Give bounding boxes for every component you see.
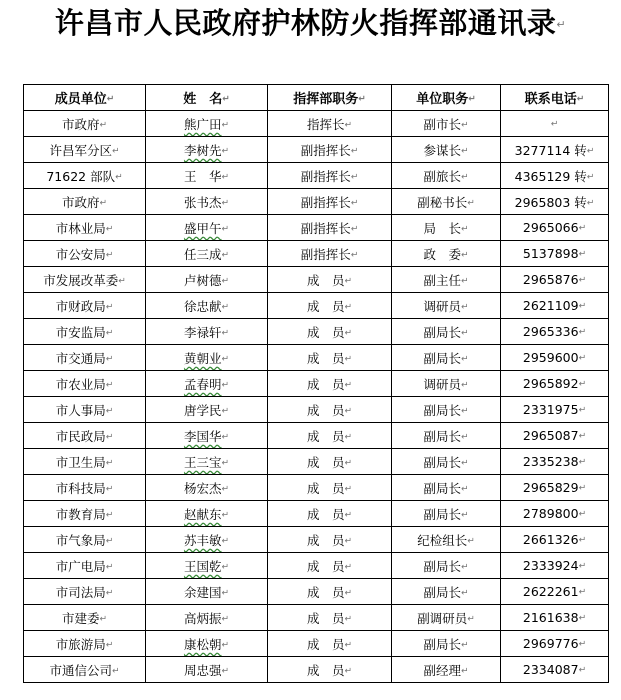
table-row: [24, 527, 609, 553]
paragraph-mark-icon: ↵: [350, 250, 359, 260]
cell-cmd: 副指挥长↵: [268, 189, 392, 215]
table-row: [24, 293, 609, 319]
cell-name: 徐忠献↵: [146, 293, 268, 319]
cell-phone: 2965892↵: [501, 371, 609, 397]
paragraph-mark-icon: ↵: [105, 640, 114, 650]
cell-unit: 市民政局↵: [24, 423, 146, 449]
cell-cmd: 副指挥长↵: [268, 163, 392, 189]
paragraph-mark-icon: ↵: [105, 432, 114, 442]
paragraph-mark-icon: ↵: [106, 94, 115, 105]
paragraph-mark-icon: ↵: [460, 328, 469, 338]
paragraph-mark-icon: ↵: [221, 198, 230, 208]
table-row: [24, 215, 609, 241]
paragraph-mark-icon: ↵: [105, 380, 114, 390]
paragraph-mark-icon: ↵: [460, 276, 469, 286]
paragraph-mark-icon: ↵: [578, 509, 587, 520]
cell-cmd: 成 员↵: [268, 345, 392, 371]
cell-name: 苏丰敏↵: [146, 527, 268, 553]
cell-name: 唐学民↵: [146, 397, 268, 423]
cell-name: 周忠强↵: [146, 657, 268, 683]
cell-phone: 2331975↵: [501, 397, 609, 423]
cell-post: 调研员↵: [392, 371, 501, 397]
paragraph-mark-icon: ↵: [105, 484, 114, 494]
header-unit-post: 单位职务↵: [392, 85, 501, 111]
cell-cmd: 成 员↵: [268, 553, 392, 579]
cell-phone: 2965876↵: [501, 267, 609, 293]
cell-phone: [501, 111, 609, 137]
cell-unit: 市通信公司↵: [24, 657, 146, 683]
table-row: [24, 189, 609, 215]
cell-unit: 市气象局↵: [24, 527, 146, 553]
paragraph-mark-icon: ↵: [344, 484, 353, 494]
cell-unit: 市政府↵: [24, 111, 146, 137]
paragraph-mark-icon: ↵: [586, 198, 595, 208]
paragraph-mark-icon: ↵: [105, 250, 114, 260]
paragraph-mark-icon: ↵: [221, 328, 230, 338]
table-row: [24, 319, 609, 345]
paragraph-mark-icon: ↵: [578, 483, 587, 494]
paragraph-mark-icon: ↵: [344, 510, 353, 520]
cell-unit: 市卫生局↵: [24, 449, 146, 475]
paragraph-mark-icon: ↵: [221, 458, 230, 468]
table-row: [24, 397, 609, 423]
paragraph-mark-icon: ↵: [221, 536, 230, 546]
cell-name: 赵献东↵: [146, 501, 268, 527]
cell-phone: 5137898↵: [501, 241, 609, 267]
table-row: [24, 163, 609, 189]
paragraph-mark-icon: ↵: [105, 510, 114, 520]
paragraph-mark-icon: ↵: [578, 379, 587, 390]
cell-phone: 2161638↵: [501, 605, 609, 631]
cell-post: 副市长↵: [392, 111, 501, 137]
paragraph-mark-icon: ↵: [460, 302, 469, 312]
cell-unit: 市发展改革委↵: [24, 267, 146, 293]
table-row: [24, 241, 609, 267]
table-row: [24, 605, 609, 631]
paragraph-mark-icon: ↵: [578, 587, 587, 598]
paragraph-mark-icon: ↵: [358, 94, 366, 105]
paragraph-mark-icon: ↵: [118, 276, 126, 286]
paragraph-mark-icon: ↵: [221, 406, 230, 416]
paragraph-mark-icon: ↵: [460, 380, 469, 390]
paragraph-mark-icon: ↵: [578, 275, 587, 286]
paragraph-mark-icon: ↵: [99, 614, 108, 624]
page-title-text: 许昌市人民政府护林防火指挥部通讯录: [54, 6, 557, 40]
cell-name: 李国华↵: [146, 423, 268, 449]
header-name: 姓 名↵: [146, 85, 268, 111]
header-command-role: 指挥部职务↵: [268, 85, 392, 111]
paragraph-mark-icon: ↵: [221, 380, 230, 390]
cell-cmd: 成 员↵: [268, 293, 392, 319]
paragraph-mark-icon: ↵: [105, 302, 114, 312]
paragraph-mark-icon: ↵: [111, 666, 120, 676]
cell-post: 副经理↵: [392, 657, 501, 683]
cell-cmd: 成 员↵: [268, 475, 392, 501]
cell-post: 副局长↵: [392, 319, 501, 345]
cell-post: 副局长↵: [392, 449, 501, 475]
cell-post: 副局长↵: [392, 475, 501, 501]
cell-post: 副局长↵: [392, 579, 501, 605]
paragraph-mark-icon: ↵: [344, 432, 353, 442]
paragraph-mark-icon: ↵: [221, 172, 230, 182]
cell-unit: 市司法局↵: [24, 579, 146, 605]
cell-phone: 2661326↵: [501, 527, 609, 553]
cell-name: 盛甲午↵: [146, 215, 268, 241]
cell-unit: 市安监局↵: [24, 319, 146, 345]
cell-name: 王 华↵: [146, 163, 268, 189]
paragraph-mark-icon: ↵: [460, 146, 469, 156]
cell-unit: 市政府↵: [24, 189, 146, 215]
paragraph-mark-icon: ↵: [460, 432, 469, 442]
cell-name: 王三宝↵: [146, 449, 268, 475]
paragraph-mark-icon: ↵: [350, 198, 359, 208]
paragraph-mark-icon: ↵: [586, 146, 595, 156]
paragraph-mark-icon: ↵: [344, 666, 353, 676]
paragraph-mark-icon: ↵: [111, 146, 120, 156]
cell-name: 李树先↵: [146, 137, 268, 163]
paragraph-mark-icon: ↵: [460, 224, 469, 234]
paragraph-mark-icon: ↵: [576, 94, 585, 105]
paragraph-mark-icon: ↵: [221, 146, 230, 156]
cell-phone: 2622261↵: [501, 579, 609, 605]
cell-cmd: 成 员↵: [268, 319, 392, 345]
cell-cmd: 成 员↵: [268, 371, 392, 397]
cell-name: 余建国↵: [146, 579, 268, 605]
cell-unit: 71622 部队↵: [24, 163, 146, 189]
paragraph-mark-icon: ↵: [344, 614, 353, 624]
cell-unit: 市科技局↵: [24, 475, 146, 501]
cell-name: 黄朝业↵: [146, 345, 268, 371]
paragraph-mark-icon: ↵: [344, 588, 353, 598]
cell-cmd: 副指挥长↵: [268, 241, 392, 267]
paragraph-mark-icon: ↵: [105, 328, 114, 338]
cell-phone: 2959600↵: [501, 345, 609, 371]
table-row: [24, 501, 609, 527]
cell-cmd: 成 员↵: [268, 631, 392, 657]
cell-post: 副局长↵: [392, 631, 501, 657]
table-row: [24, 423, 609, 449]
paragraph-mark-icon: ↵: [344, 640, 353, 650]
paragraph-mark-icon: ↵: [460, 458, 469, 468]
cell-name: 王国乾↵: [146, 553, 268, 579]
cell-cmd: 成 员↵: [268, 501, 392, 527]
paragraph-mark-icon: ↵: [468, 94, 476, 105]
cell-post: 副秘书长↵: [392, 189, 501, 215]
paragraph-mark-icon: ↵: [221, 224, 230, 234]
paragraph-mark-icon: ↵: [350, 172, 359, 182]
table-row: [24, 345, 609, 371]
header-phone: 联系电话↵: [501, 85, 609, 111]
cell-phone: 2335238↵: [501, 449, 609, 475]
cell-name: 孟春明↵: [146, 371, 268, 397]
paragraph-mark-icon: ↵: [350, 146, 359, 156]
paragraph-mark-icon: ↵: [578, 431, 587, 442]
cell-phone: 2965087↵: [501, 423, 609, 449]
cell-name: 熊广田↵: [146, 111, 268, 137]
cell-name: 康松朝↵: [146, 631, 268, 657]
cell-unit: 市林业局↵: [24, 215, 146, 241]
paragraph-mark-icon: ↵: [578, 613, 587, 624]
cell-post: 调研员↵: [392, 293, 501, 319]
paragraph-mark-icon: ↵: [578, 457, 587, 468]
paragraph-mark-icon: ↵: [460, 250, 469, 260]
table-row: [24, 553, 609, 579]
paragraph-mark-icon: ↵: [344, 302, 353, 312]
cell-cmd: 副指挥长↵: [268, 137, 392, 163]
table-row: [24, 111, 609, 137]
paragraph-mark-icon: ↵: [344, 328, 353, 338]
cell-name: 张书杰↵: [146, 189, 268, 215]
paragraph-mark-icon: ↵: [221, 250, 230, 260]
cell-post: 纪检组长↵: [392, 527, 501, 553]
cell-unit: 市教育局↵: [24, 501, 146, 527]
paragraph-mark-icon: ↵: [221, 120, 230, 130]
cell-post: 副主任↵: [392, 267, 501, 293]
cell-phone: 2621109↵: [501, 293, 609, 319]
cell-post: 副局长↵: [392, 345, 501, 371]
paragraph-mark-icon: ↵: [221, 666, 230, 676]
paragraph-mark-icon: ↵: [556, 18, 567, 31]
paragraph-mark-icon: ↵: [460, 640, 469, 650]
cell-unit: 市农业局↵: [24, 371, 146, 397]
table-row: [24, 449, 609, 475]
table-header-row: [24, 85, 609, 111]
paragraph-mark-icon: ↵: [578, 665, 587, 676]
paragraph-mark-icon: ↵: [221, 302, 230, 312]
paragraph-mark-icon: ↵: [221, 614, 230, 624]
cell-post: 副局长↵: [392, 501, 501, 527]
paragraph-mark-icon: ↵: [550, 119, 559, 130]
paragraph-mark-icon: ↵: [344, 380, 353, 390]
paragraph-mark-icon: ↵: [105, 536, 114, 546]
cell-name: 李禄轩↵: [146, 319, 268, 345]
paragraph-mark-icon: ↵: [344, 354, 353, 364]
paragraph-mark-icon: ↵: [344, 406, 353, 416]
paragraph-mark-icon: ↵: [467, 614, 475, 624]
table-row: [24, 657, 609, 683]
cell-unit: 市广电局↵: [24, 553, 146, 579]
paragraph-mark-icon: ↵: [578, 639, 587, 650]
cell-name: 卢树德↵: [146, 267, 268, 293]
paragraph-mark-icon: ↵: [460, 120, 469, 130]
cell-unit: 市建委↵: [24, 605, 146, 631]
cell-name: 任三成↵: [146, 241, 268, 267]
paragraph-mark-icon: ↵: [115, 172, 123, 182]
paragraph-mark-icon: ↵: [460, 406, 469, 416]
paragraph-mark-icon: ↵: [105, 354, 114, 364]
paragraph-mark-icon: ↵: [221, 354, 230, 364]
paragraph-mark-icon: ↵: [578, 223, 587, 234]
cell-name: 高炳振↵: [146, 605, 268, 631]
paragraph-mark-icon: ↵: [467, 536, 475, 546]
cell-cmd: 成 员↵: [268, 657, 392, 683]
cell-phone: 4365129 转↵: [501, 163, 609, 189]
cell-post: 副局长↵: [392, 553, 501, 579]
paragraph-mark-icon: ↵: [578, 301, 587, 312]
cell-unit: 市人事局↵: [24, 397, 146, 423]
page-title: [0, 4, 621, 44]
paragraph-mark-icon: ↵: [222, 94, 230, 105]
cell-post: 局 长↵: [392, 215, 501, 241]
paragraph-mark-icon: ↵: [221, 432, 230, 442]
paragraph-mark-icon: ↵: [221, 510, 230, 520]
paragraph-mark-icon: ↵: [99, 198, 108, 208]
paragraph-mark-icon: ↵: [578, 535, 587, 546]
paragraph-mark-icon: ↵: [344, 458, 353, 468]
cell-cmd: 成 员↵: [268, 527, 392, 553]
cell-unit: 市财政局↵: [24, 293, 146, 319]
paragraph-mark-icon: ↵: [221, 276, 230, 286]
paragraph-mark-icon: ↵: [221, 588, 230, 598]
paragraph-mark-icon: ↵: [221, 562, 230, 572]
paragraph-mark-icon: ↵: [460, 666, 469, 676]
paragraph-mark-icon: ↵: [460, 562, 469, 572]
paragraph-mark-icon: ↵: [467, 198, 475, 208]
cell-phone: 2965803 转↵: [501, 189, 609, 215]
table-row: [24, 475, 609, 501]
header-unit: 成员单位↵: [24, 85, 146, 111]
paragraph-mark-icon: ↵: [344, 562, 353, 572]
cell-phone: 3277114 转↵: [501, 137, 609, 163]
paragraph-mark-icon: ↵: [105, 458, 114, 468]
table-row: [24, 579, 609, 605]
paragraph-mark-icon: ↵: [578, 249, 587, 260]
contact-table: [23, 84, 609, 683]
cell-phone: 2965066↵: [501, 215, 609, 241]
paragraph-mark-icon: ↵: [105, 588, 114, 598]
cell-cmd: 成 员↵: [268, 397, 392, 423]
paragraph-mark-icon: ↵: [105, 224, 114, 234]
cell-post: 副局长↵: [392, 397, 501, 423]
cell-phone: 2965829↵: [501, 475, 609, 501]
table-row: [24, 371, 609, 397]
cell-phone: 2334087↵: [501, 657, 609, 683]
cell-cmd: 成 员↵: [268, 423, 392, 449]
cell-cmd: 成 员↵: [268, 605, 392, 631]
cell-post: 副旅长↵: [392, 163, 501, 189]
cell-phone: 2333924↵: [501, 553, 609, 579]
paragraph-mark-icon: ↵: [578, 353, 587, 364]
cell-unit: 市旅游局↵: [24, 631, 146, 657]
table-row: [24, 631, 609, 657]
paragraph-mark-icon: ↵: [344, 120, 353, 130]
cell-phone: 2969776↵: [501, 631, 609, 657]
paragraph-mark-icon: ↵: [460, 510, 469, 520]
cell-cmd: 成 员↵: [268, 267, 392, 293]
cell-unit: 市公安局↵: [24, 241, 146, 267]
cell-phone: 2965336↵: [501, 319, 609, 345]
cell-name: 杨宏杰↵: [146, 475, 268, 501]
paragraph-mark-icon: ↵: [105, 562, 114, 572]
table-row: [24, 267, 609, 293]
paragraph-mark-icon: ↵: [221, 640, 230, 650]
table-row: [24, 137, 609, 163]
cell-post: 副调研员↵: [392, 605, 501, 631]
cell-cmd: 成 员↵: [268, 449, 392, 475]
paragraph-mark-icon: ↵: [105, 406, 114, 416]
cell-post: 参谋长↵: [392, 137, 501, 163]
cell-cmd: 成 员↵: [268, 579, 392, 605]
paragraph-mark-icon: ↵: [578, 327, 587, 338]
paragraph-mark-icon: ↵: [344, 276, 353, 286]
paragraph-mark-icon: ↵: [578, 405, 587, 416]
paragraph-mark-icon: ↵: [460, 588, 469, 598]
paragraph-mark-icon: ↵: [350, 224, 359, 234]
paragraph-mark-icon: ↵: [221, 484, 230, 494]
cell-cmd: 指挥长↵: [268, 111, 392, 137]
paragraph-mark-icon: ↵: [99, 120, 108, 130]
cell-cmd: 副指挥长↵: [268, 215, 392, 241]
cell-phone: 2789800↵: [501, 501, 609, 527]
paragraph-mark-icon: ↵: [344, 536, 353, 546]
cell-post: 副局长↵: [392, 423, 501, 449]
cell-unit: 许昌军分区↵: [24, 137, 146, 163]
cell-unit: 市交通局↵: [24, 345, 146, 371]
paragraph-mark-icon: ↵: [460, 484, 469, 494]
paragraph-mark-icon: ↵: [586, 172, 595, 182]
paragraph-mark-icon: ↵: [578, 561, 587, 572]
cell-post: 政 委↵: [392, 241, 501, 267]
paragraph-mark-icon: ↵: [460, 354, 469, 364]
paragraph-mark-icon: ↵: [460, 172, 469, 182]
